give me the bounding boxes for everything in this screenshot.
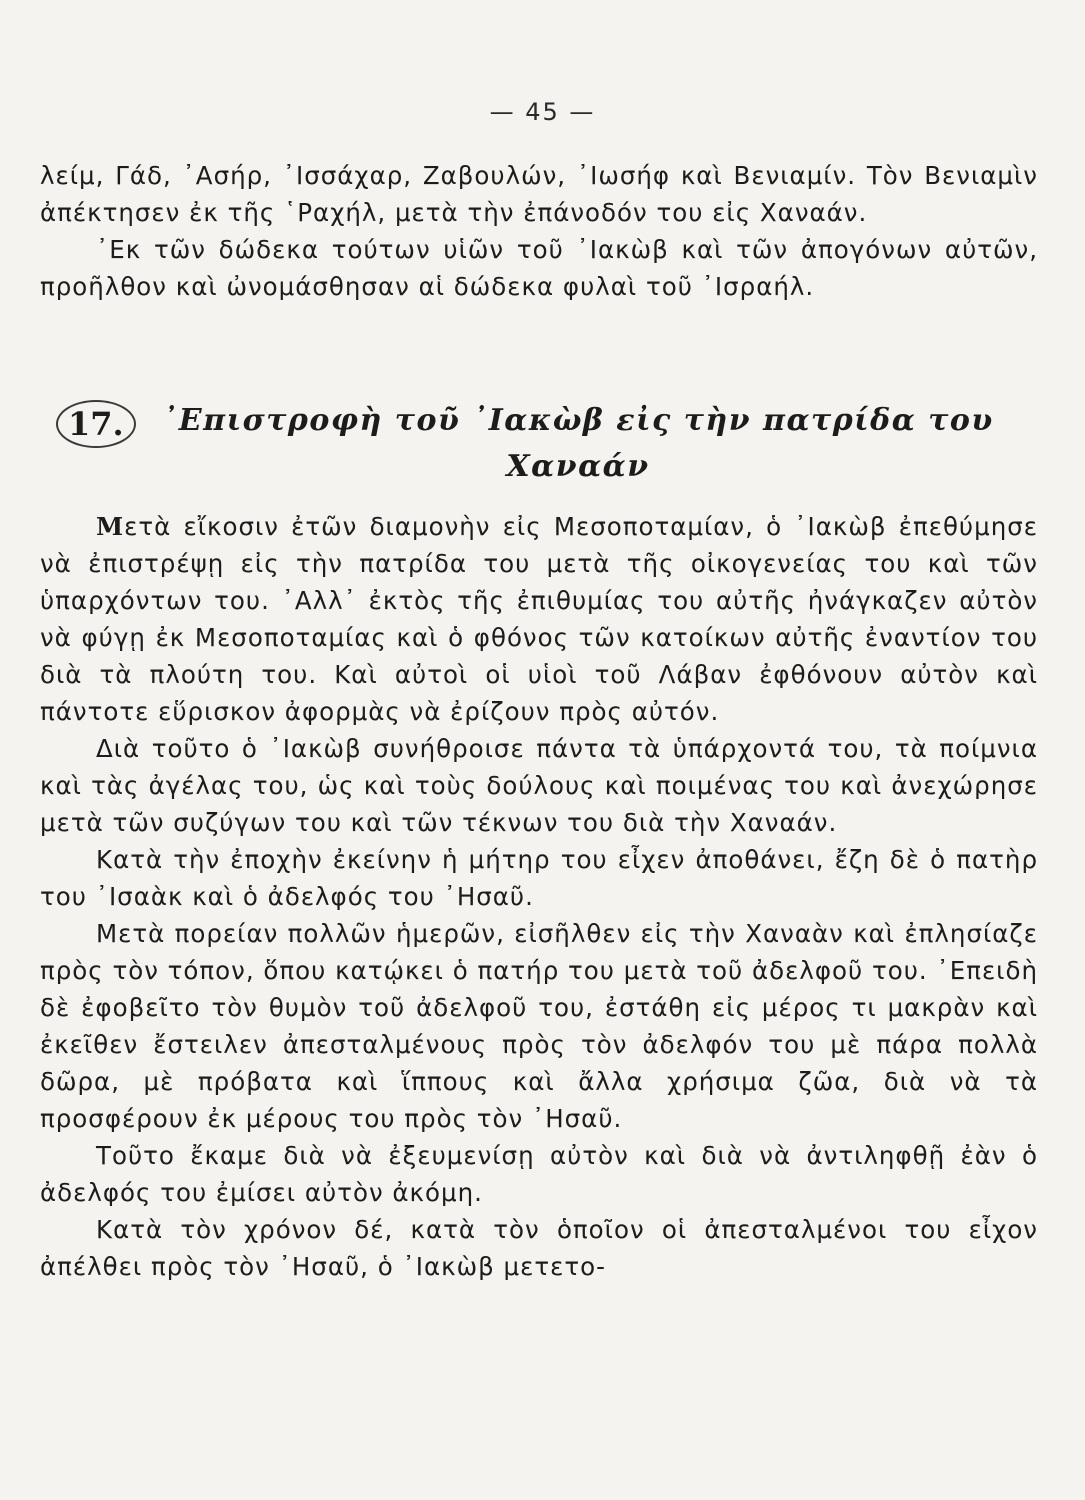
paragraph: Μετὰ πορείαν πολλῶν ἡμερῶν, εἰσῆλθεν εἰς τὴν Χαναὰν καὶ ἐπλησίαζε πρὸς τὸν τόπον, ὅπου κατῴκει ὁ πατήρ του μετὰ τοῦ ἀδελφοῦ του. ᾿Επειδὴ δὲ ἐφοβεῖτο τὸν θυμὸν τοῦ ἀδελφοῦ του, ἐστάθη εἰς μέρος τι μακρὰν καὶ ἐκεῖθεν ἔστειλεν ἀπεσταλμένους πρὸς τὸν ἀδελφόν του μὲ πάρα πολλὰ δῶρα, μὲ πρόβατα καὶ ἵππους καὶ ἄλλα χρήσιμα ζῶα, διὰ νὰ τὰ προσφέρουν ἐκ μέρους του πρὸς τὸν ᾿Ησαῦ. (40, 919, 1038, 1133)
section-title: ᾿Επιστροφὴ τοῦ ᾿Ιακὼβ εἰς τὴν πατρίδα του Χαναάν (162, 403, 994, 484)
paragraph: λείμ, Γάδ, ᾿Ασήρ, ᾿Ισσάχαρ, Ζαβουλών, ᾿Ιωσήφ καὶ Βενιαμίν. Τὸν Βενιαμὶν ἀπέκτησεν ἐκ τῆς ῾Ραχήλ, μετὰ τὴν ἐπάνοδόν του εἰς Χαναάν. (40, 161, 1038, 227)
page-number: — 45 — (489, 98, 596, 126)
paragraph: Διὰ τοῦτο ὁ ᾿Ιακὼβ συνήθροισε πάντα τὰ ὑπάρχοντά του, τὰ ποίμνια καὶ τὰς ἀγέλας του, ὡς καὶ τοὺς δούλους καὶ ποιμένας του καὶ ἀνεχώρησε μετὰ τῶν συζύγων του καὶ τῶν τέκνων του διὰ τὴν Χαναάν. (40, 734, 1038, 837)
paragraph: Τοῦτο ἔκαμε διὰ νὰ ἐξευμενίσῃ αὐτὸν καὶ διὰ νὰ ἀντιληφθῇ ἐὰν ὁ ἀδελφός του ἐμίσει αὐτὸν ἀκόμη. (40, 1141, 1038, 1207)
section-body (40, 508, 1038, 1285)
paragraph: Κατὰ τὸν χρόνον δέ, κατὰ τὸν ὁποῖον οἱ ἀπεσταλμένοι του εἶχον ἀπέλθει πρὸς τὸν ᾿Ησαῦ, ὁ ᾿Ιακὼβ μετετο- (40, 1215, 1038, 1281)
section-heading (40, 398, 1040, 498)
paragraph: Κατὰ τὴν ἐποχὴν ἐκείνην ἡ μήτηρ του εἶχεν ἀποθάνει, ἔζη δὲ ὁ πατὴρ του ᾿Ισαὰκ καὶ ὁ ἀδελφός του ᾿Ησαῦ. (40, 845, 1038, 911)
paragraph: ᾿Εκ τῶν δώδεκα τούτων υἱῶν τοῦ ᾿Ιακὼβ καὶ τῶν ἀπογόνων αὐτῶν, προῆλθον καὶ ὠνομάσθησαν αἱ δώδεκα φυλαὶ τοῦ ᾿Ισραήλ. (40, 235, 1038, 301)
section-number: 17. (56, 400, 136, 448)
paragraph: Μετὰ εἴκοσιν ἐτῶν διαμονὴν εἰς Μεσοποταμίαν, ὁ ᾿Ιακὼβ ἐπεθύμησε νὰ ἐπιστρέψῃ εἰς τὴν πατρίδα του μετὰ τῆς οἰκογενείας του καὶ τῶν ὑπαρχόντων του. ᾿Αλλ᾿ ἐκτὸς τῆς ἐπιθυμίας του αὐτῆς ἠνάγκαζεν αὐτὸν νὰ φύγῃ ἐκ Μεσοποταμίας καὶ ὁ φθόνος τῶν κατοίκων αὐτῆς ἐναντίον του διὰ τὰ πλούτη του. Καὶ αὐτοὶ οἱ υἱοὶ τοῦ Λάβαν ἐφθόνουν αὐτὸν καὶ πάντοτε εὕρισκον ἀφορμὰς νὰ ἐρίζουν πρὸς αὐτόν. (40, 512, 1038, 726)
intro-text (40, 157, 1038, 305)
